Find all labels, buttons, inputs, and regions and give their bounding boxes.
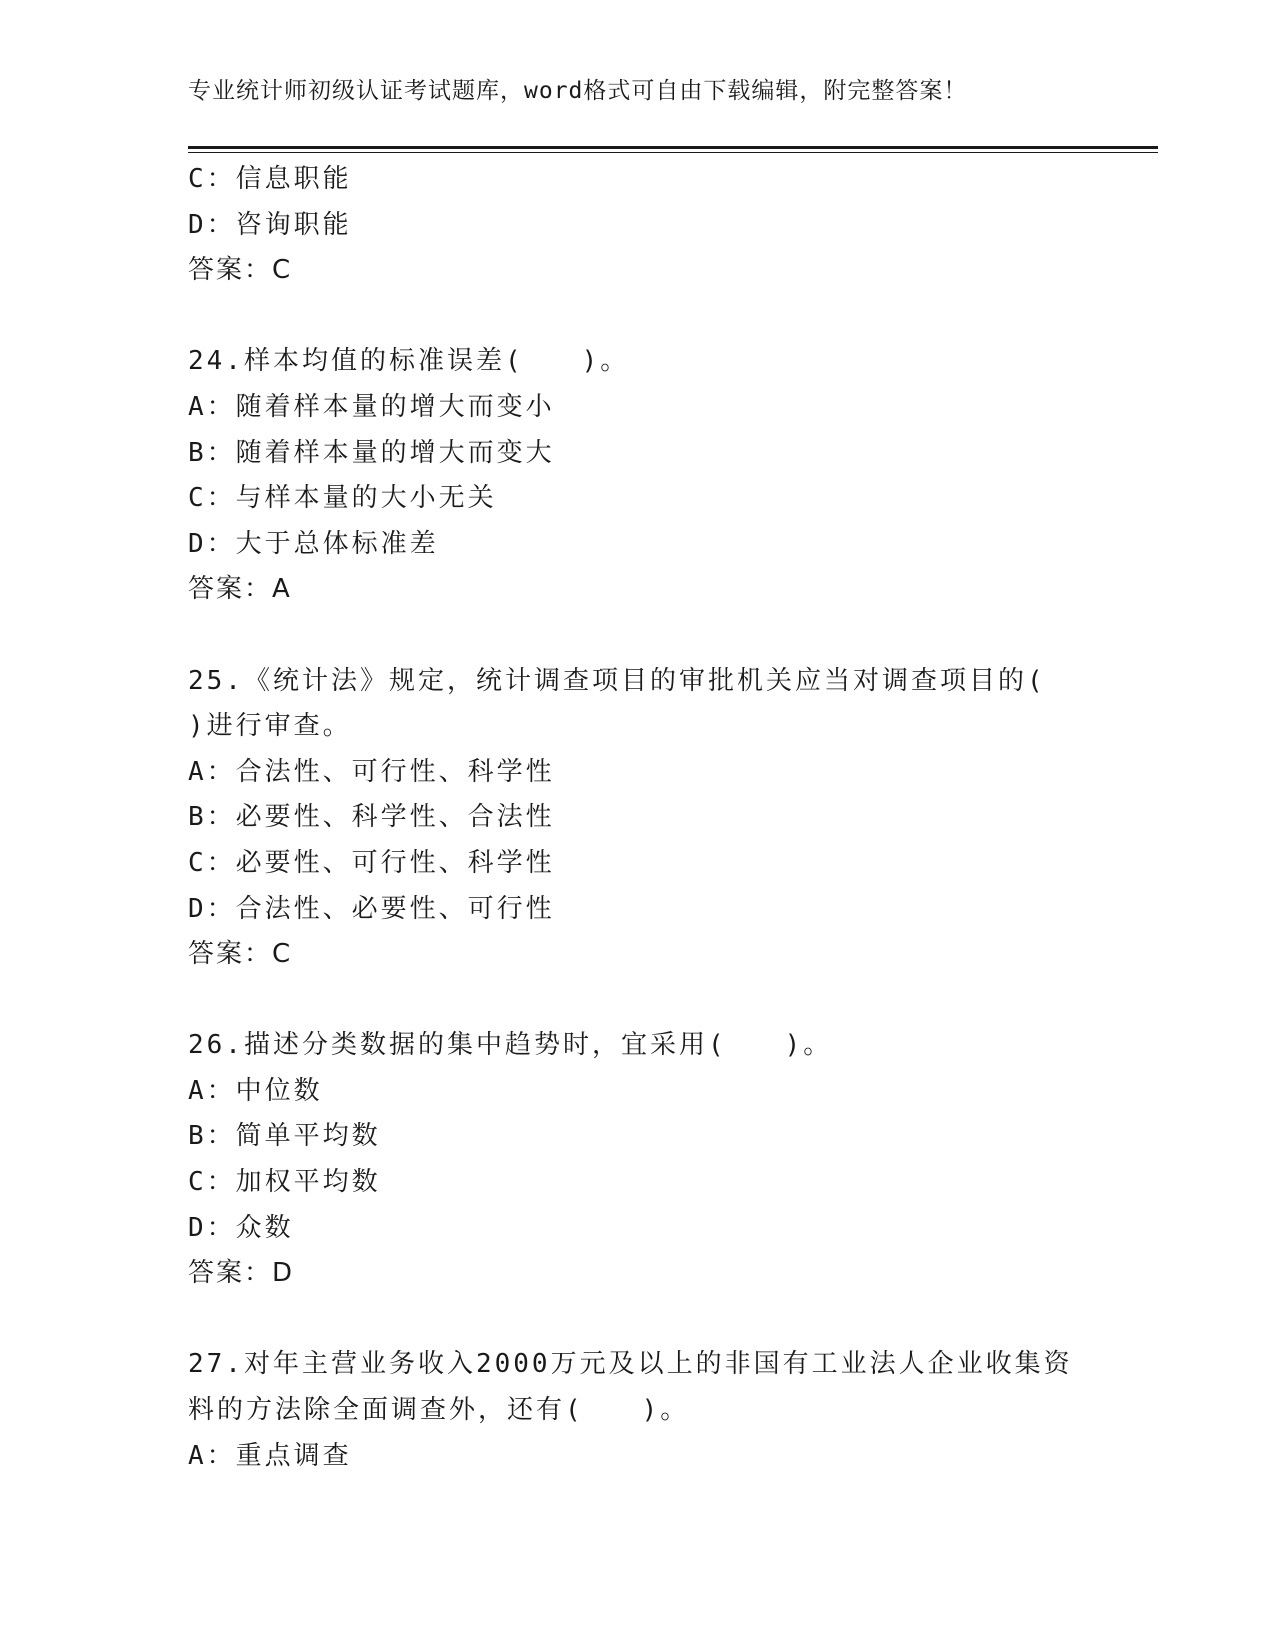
option-b: B：随着样本量的增大而变大 [188,437,555,468]
answer-line: 答案：C [188,939,293,970]
spacer [188,1297,1128,1343]
answer-line: 答案：D [188,1258,295,1289]
option-d: D：咨询职能 [188,209,352,240]
option-c: C：必要性、可行性、科学性 [188,847,555,878]
question-block-27 [188,1342,1128,1479]
question-block-26 [188,1023,1128,1297]
answer-line: 答案：A [188,574,292,605]
question-block-25 [188,659,1128,978]
option-d: D：大于总体标准差 [188,528,439,559]
question-stem-line-2: )进行审查。 [188,711,352,742]
question-stem-line-1: 27.对年主营业务收入2000万元及以上的非国有工业法人企业收集资 [188,1349,1073,1380]
page-header: 专业统计师初级认证考试题库，word格式可自由下载编辑，附完整答案！ [188,78,968,104]
option-d: D：众数 [188,1212,294,1243]
option-d: D：合法性、必要性、可行性 [188,893,555,924]
header-divider-thick [188,146,1158,149]
option-c: C：与样本量的大小无关 [188,483,497,514]
option-c: C：信息职能 [188,164,352,194]
option-a: A：随着样本量的增大而变小 [188,391,555,422]
question-stem-line-2: 料的方法除全面调查外，还有( )。 [188,1395,690,1426]
header-divider-thin [188,152,1158,153]
question-block-24 [188,339,1128,613]
spacer [188,978,1128,1024]
option-b: B：简单平均数 [188,1121,381,1152]
option-c: C：加权平均数 [188,1167,381,1198]
option-a: A：中位数 [188,1075,323,1106]
question-stem-line-1: 25.《统计法》规定，统计调查项目的审批机关应当对调查项目的( [188,665,1046,696]
option-a: A：重点调查 [188,1440,352,1471]
question-list [188,157,1128,1479]
option-a: A：合法性、可行性、科学性 [188,756,555,787]
spacer [188,294,1128,340]
spacer [188,613,1128,659]
answer-line: 答案：C [188,255,293,286]
question-stem: 24.样本均值的标准误差( )。 [188,346,630,377]
question-block-prev [188,157,1128,294]
question-stem: 26.描述分类数据的集中趋势时，宜采用( )。 [188,1030,833,1061]
option-b: B：必要性、科学性、合法性 [188,802,555,833]
